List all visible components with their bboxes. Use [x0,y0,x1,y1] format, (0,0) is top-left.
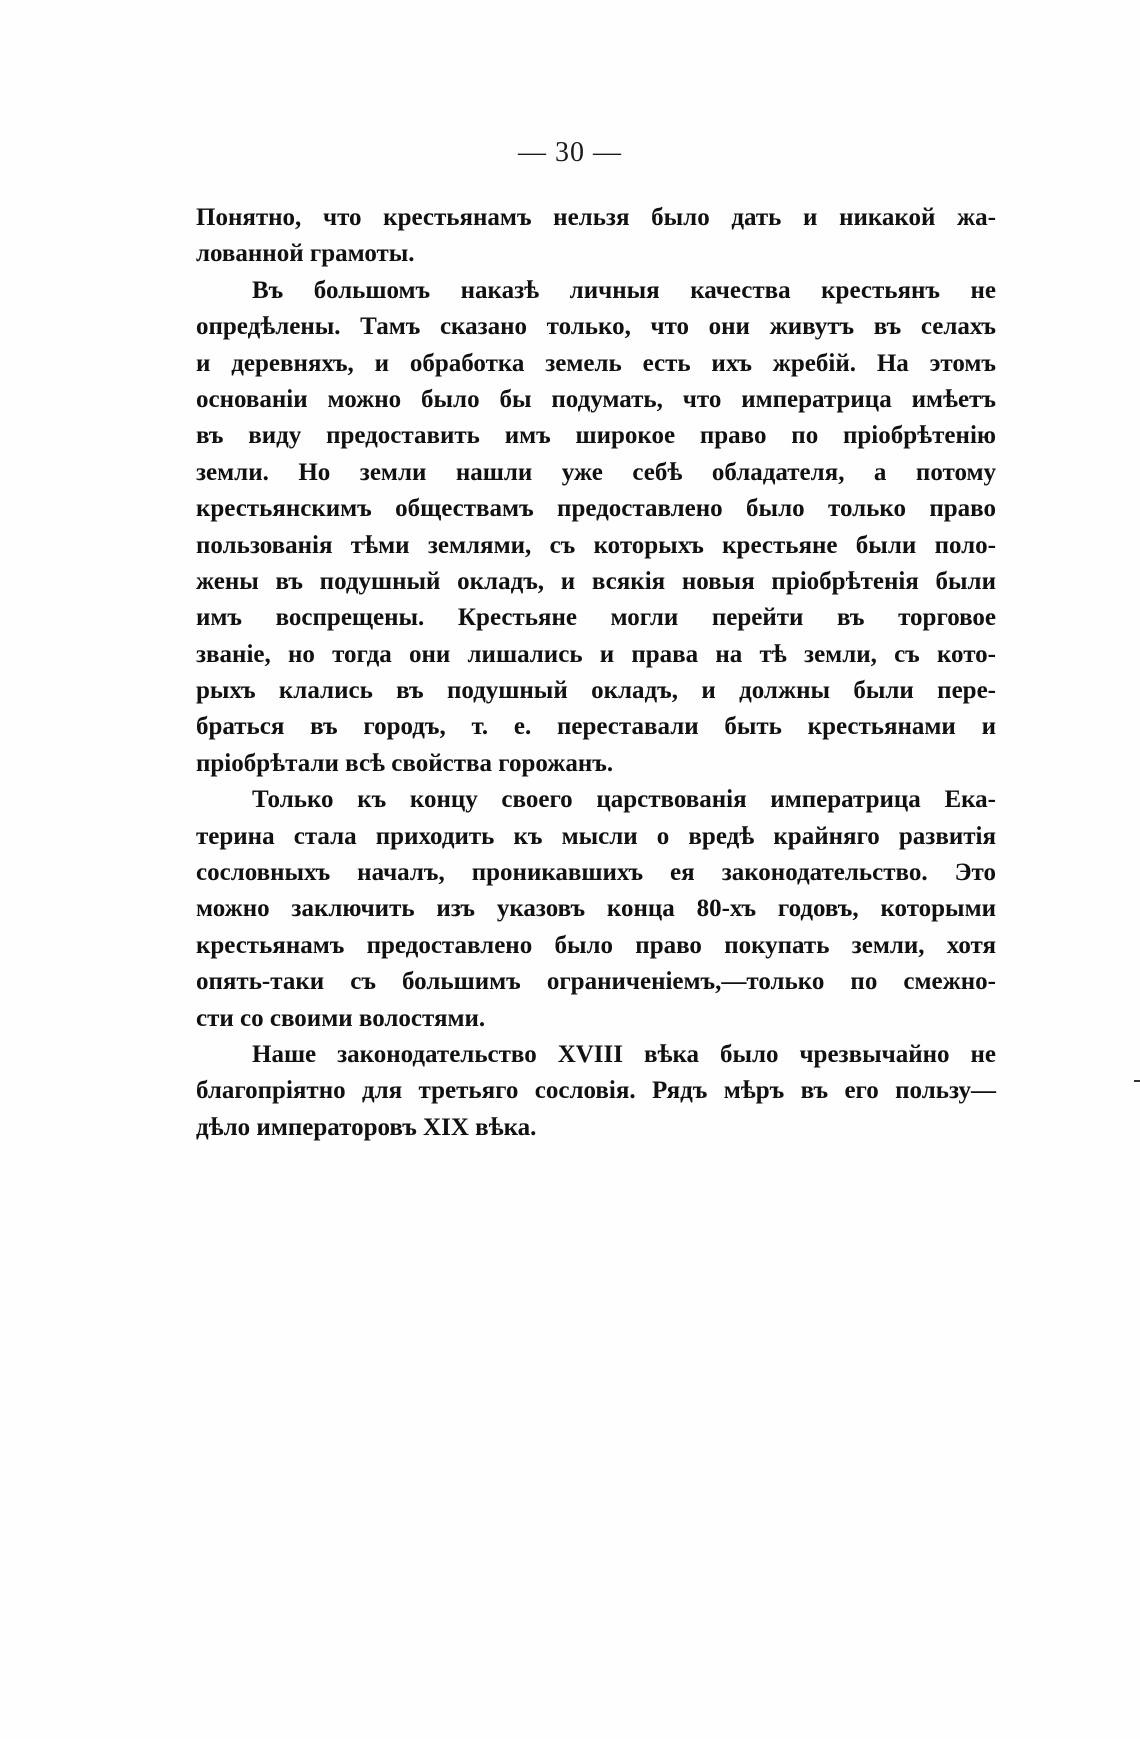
text-line: Наше законодательство XVIII вѣка было чрезвычайно не [252,1040,996,1068]
text-line: имъ воспрещены. Крестьяне могли перейти въ торговое [196,604,996,632]
page-number: — 30 — [518,137,622,168]
text-line: сословныхъ началъ, проникавшихъ ея законодательство. Это [196,859,996,887]
text-line: земли. Но земли нашли уже себѣ обладателя, а потому [196,458,996,486]
text-line: можно заключить изъ указовъ конца 80-хъ годовъ, которыми [196,895,996,923]
text-line: Только къ концу своего царствованія императрица Ека- [252,786,996,814]
text-line: опять-таки съ большимъ ограниченіемъ,—только по смежно- [196,968,996,996]
text-line: крестьянамъ предоставлено было право покупать земли, хотя [196,931,996,959]
text-line: лованной грамоты. [196,240,415,268]
text-line: жены въ подушный окладъ, и всякія новыя пріобрѣтенія были [196,567,996,595]
text-line: пользованія тѣми землями, съ которыхъ крестьяне были поло- [196,531,996,559]
text-line: терина стала приходить къ мысли о вредѣ крайняго развитія [196,822,996,850]
text-line: званіе, но тогда они лишались и права на тѣ земли, съ кото- [196,640,996,668]
text-line: дѣло императоровъ XIX вѣка. [196,1113,537,1141]
text-line: пріобрѣтали всѣ свойства горожанъ. [196,749,614,777]
scan-edge-mark [1134,1080,1140,1082]
text-line: опредѣлены. Тамъ сказано только, что они живутъ въ селахъ [196,313,996,341]
text-line: благопріятно для третьяго сословія. Рядъ мѣръ въ его пользу— [196,1077,996,1105]
body-text [196,200,996,1146]
text-line: браться въ городъ, т. е. переставали быть крестьянами и [196,713,996,741]
text-line: сти со своими волостями. [196,1004,486,1032]
paragraph-3 [196,782,996,1037]
text-line: Понятно, что крестьянамъ нельзя было дать и никакой жа- [196,204,996,231]
text-line: крестьянскимъ обществамъ предоставлено было только право [196,495,996,523]
paragraph-1 [196,200,996,273]
text-line: рыхъ клались въ подушный окладъ, и должны были пере- [196,677,996,705]
text-line: въ виду предоставить имъ широкое право по пріобрѣтенію [196,422,996,450]
paragraph-2 [196,273,996,782]
paragraph-4 [196,1037,996,1146]
text-line: Въ большомъ наказѣ личныя качества крестьянъ не [252,276,996,304]
text-line: основаніи можно было бы подумать, что императрица имѣетъ [196,385,996,413]
text-line: и деревняхъ, и обработка земель есть ихъ жребій. На этомъ [196,349,996,377]
